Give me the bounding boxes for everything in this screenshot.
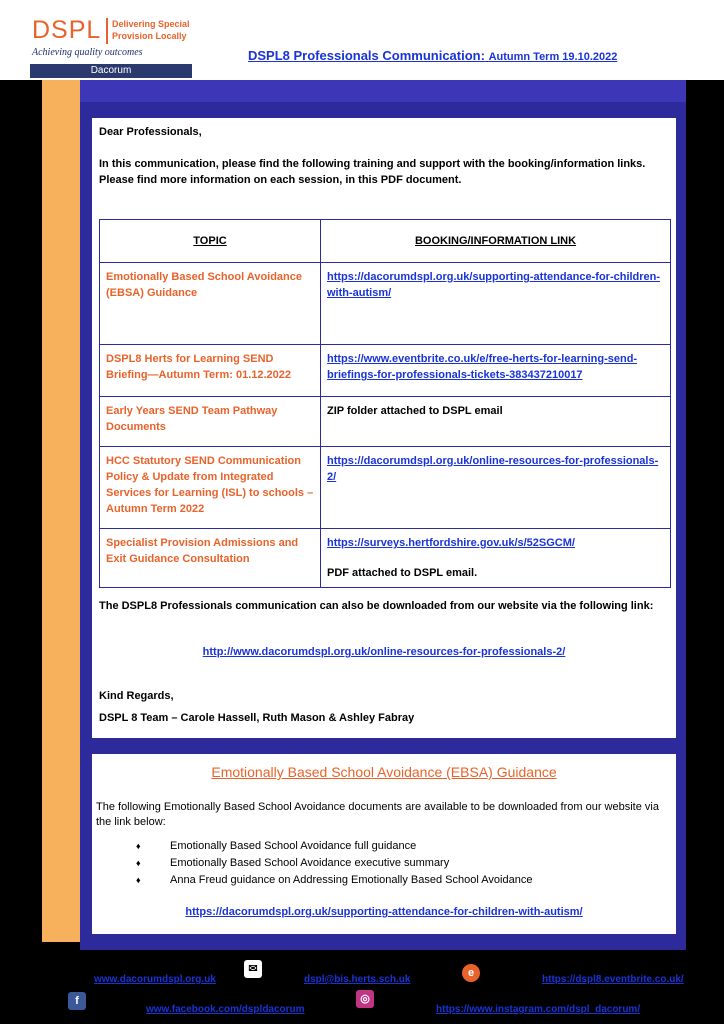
diamond-bullet-icon: ♦	[136, 858, 141, 868]
diamond-bullet-icon: ♦	[136, 875, 141, 885]
link-cell	[321, 345, 671, 397]
eventbrite-link[interactable]: https://dspl8.eventbrite.co.uk/	[542, 974, 684, 985]
ebsa-booking-link[interactable]: https://dacorumdspl.org.uk/supporting-attendance-for-children-with-autism/	[327, 271, 661, 299]
footer	[0, 952, 724, 1024]
title-date: Autumn Term 19.10.2022	[488, 51, 618, 63]
logo-slogan: Achieving quality outcomes	[32, 47, 143, 58]
resources-link[interactable]: https://dacorumdspl.org.uk/online-resources-for-professionals-2/	[327, 455, 659, 483]
column-header-link: BOOKING/INFORMATION LINK	[321, 220, 671, 263]
topic-cell: DSPL8 Herts for Learning SEND Briefing—Autumn Term: 01.12.2022	[100, 345, 321, 397]
title-main: DSPL8 Professionals Communication:	[248, 48, 485, 63]
frame-top-band	[80, 80, 686, 102]
diamond-bullet-icon: ♦	[136, 841, 141, 851]
logo-tagline-1: Delivering Special	[112, 19, 190, 29]
logo-divider	[106, 18, 108, 44]
page-header	[0, 0, 724, 80]
ebsa-document-list	[136, 838, 532, 889]
facebook-link[interactable]: www.facebook.com/dspldacorum	[146, 1004, 305, 1015]
links-table	[99, 219, 671, 588]
link-cell	[321, 447, 671, 529]
page-title	[248, 48, 617, 63]
link-cell	[321, 529, 671, 588]
table-row	[100, 447, 671, 529]
ebsa-heading: Emotionally Based School Avoidance (EBSA) Guidance	[211, 764, 557, 780]
link-cell	[321, 263, 671, 345]
list-item: ♦ Emotionally Based School Avoidance full guidance	[136, 838, 532, 855]
topic-cell: Early Years SEND Team Pathway Documents	[100, 397, 321, 447]
dspl-logo	[30, 16, 192, 78]
list-item: ♦ Emotionally Based School Avoidance executive summary	[136, 855, 532, 872]
logo-region: Dacorum	[30, 64, 192, 78]
facebook-icon: f	[68, 992, 86, 1010]
mail-icon: ✉	[244, 960, 262, 978]
greeting: Dear Professionals,	[99, 126, 202, 138]
email-link[interactable]: dspl@bis.herts.sch.uk	[304, 974, 411, 985]
eventbrite-booking-link[interactable]: https://www.eventbrite.co.uk/e/free-herts-for-learning-send-briefings-for-professionals-tickets-383437210017	[327, 353, 638, 381]
sign-off: Kind Regards,	[99, 690, 174, 702]
letter-panel	[90, 116, 678, 740]
table-row	[100, 345, 671, 397]
orange-side-strip	[42, 80, 80, 942]
download-text: The DSPL8 Professionals communication can also be downloaded from our website via the following link:	[99, 600, 654, 612]
website-link[interactable]: www.dacorumdspl.org.uk	[94, 974, 216, 985]
intro-text: In this communication, please find the following training and support with the booking/information links. Please find more information on each session, in this PDF document.	[99, 158, 646, 186]
topic-cell: Specialist Provision Admissions and Exit Guidance Consultation	[100, 529, 321, 588]
table-header-row	[100, 220, 671, 263]
instagram-icon: ◎	[356, 990, 374, 1008]
list-item: ♦ Anna Freud guidance on Addressing Emotionally Based School Avoidance	[136, 872, 532, 889]
ebsa-panel	[90, 752, 678, 936]
note-text: PDF attached to DSPL email.	[327, 567, 478, 579]
topic-cell: HCC Statutory SEND Communication Policy & Update from Integrated Services for Learning (ISL) to schools – Autumn Term 2022	[100, 447, 321, 529]
logo-wordmark: DSPL	[32, 16, 102, 44]
logo-tagline-2: Provision Locally	[112, 31, 187, 41]
table-row	[100, 397, 671, 447]
eventbrite-icon: e	[462, 964, 480, 982]
table-row	[100, 263, 671, 345]
topic-cell: Emotionally Based School Avoidance (EBSA) Guidance	[100, 263, 321, 345]
note-cell: ZIP folder attached to DSPL email	[321, 397, 671, 447]
instagram-link[interactable]: https://www.instagram.com/dspl_dacorum/	[436, 1004, 641, 1015]
table-row	[100, 529, 671, 588]
survey-link[interactable]: https://surveys.hertfordshire.gov.uk/s/52SGCM/	[327, 537, 575, 549]
ebsa-intro: The following Emotionally Based School Avoidance documents are available to be downloaded from our website via the link below:	[96, 801, 659, 828]
column-header-topic: TOPIC	[100, 220, 321, 263]
ebsa-download-link[interactable]: https://dacorumdspl.org.uk/supporting-attendance-for-children-with-autism/	[185, 906, 583, 918]
team-signature: DSPL 8 Team – Carole Hassell, Ruth Mason & Ashley Fabray	[99, 712, 415, 724]
download-link[interactable]: http://www.dacorumdspl.org.uk/online-resources-for-professionals-2/	[202, 646, 566, 658]
